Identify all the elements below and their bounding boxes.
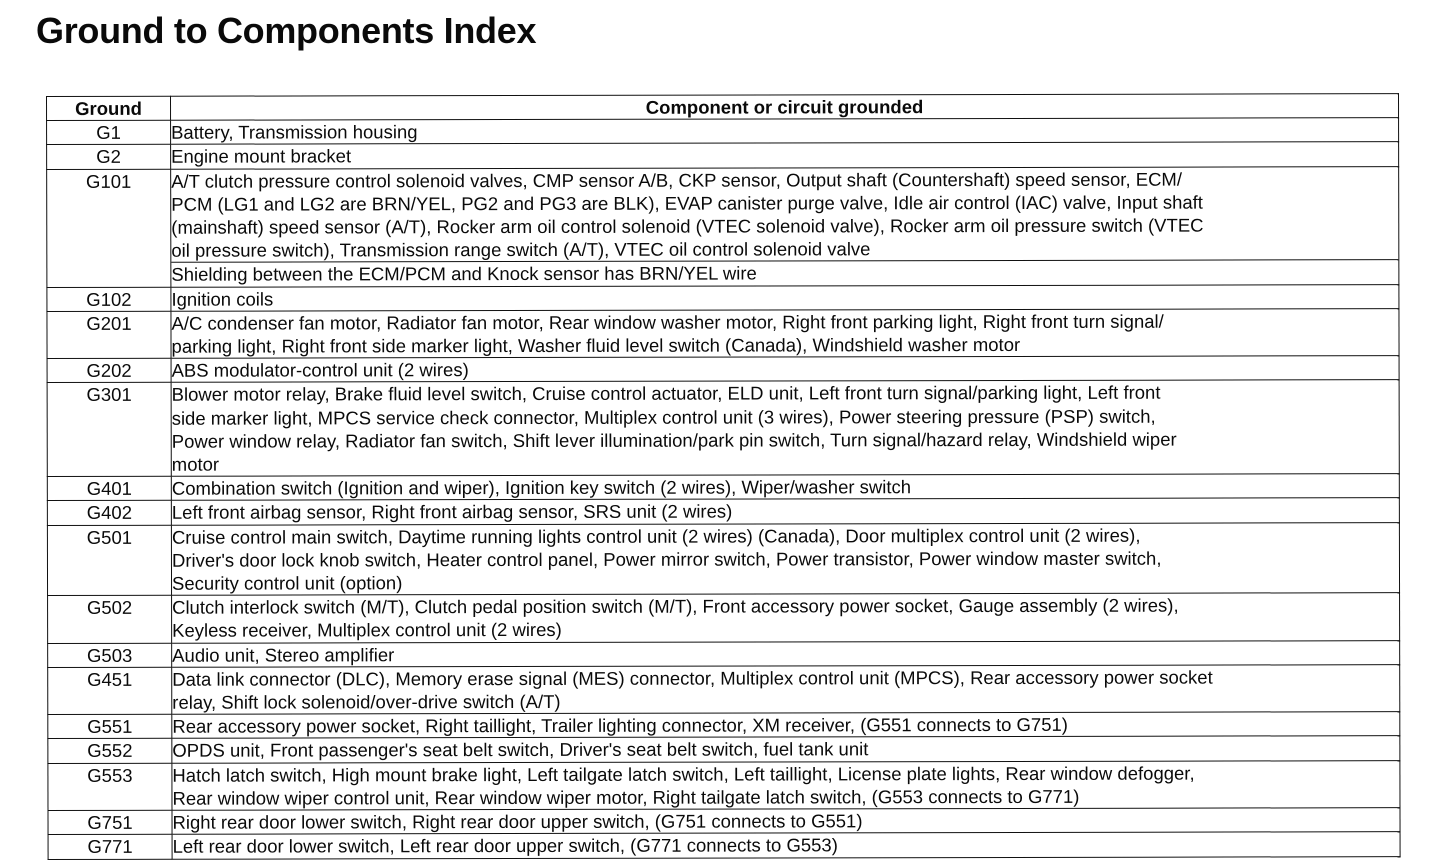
component-cell xyxy=(172,832,1400,859)
component-cell xyxy=(172,593,1400,643)
component-text-line: Audio unit, Stereo amplifier xyxy=(172,643,395,666)
component-subrow xyxy=(172,593,1399,642)
component-subrow xyxy=(171,143,1398,169)
ground-id-cell: G551 xyxy=(48,715,172,739)
ground-id-cell: G502 xyxy=(48,596,172,644)
ground-id-cell: G552 xyxy=(48,739,172,763)
table-row xyxy=(48,832,1400,859)
component-text-line: Hatch latch switch, High mount brake light, Left tailgate latch switch, Left taillight, License plate lights, Rear window defogger, xyxy=(172,762,1195,786)
component-text-line: OPDS unit, Front passenger's seat belt switch, Driver's seat belt switch, fuel tank unit xyxy=(172,738,869,762)
component-subrow xyxy=(172,474,1399,500)
component-subrow xyxy=(172,808,1399,834)
table-row xyxy=(48,665,1400,715)
component-text-line: Left front airbag sensor, Right front airbag sensor, SRS unit (2 wires) xyxy=(171,501,733,524)
component-text-line: motor xyxy=(171,453,220,475)
component-subrow xyxy=(172,737,1399,763)
component-text-line: Power window relay, Radiator fan switch, Shift lever illumination/park pin switch, Turn signal/hazard relay, Windshield wiper xyxy=(171,428,1177,452)
component-text-line: Keyless receiver, Multiplex control unit (2 wires) xyxy=(172,619,562,642)
ground-id-cell: G751 xyxy=(48,810,172,834)
component-text-line: Security control unit (option) xyxy=(171,572,403,594)
table-row xyxy=(47,284,1399,311)
ground-id-cell: G503 xyxy=(48,643,172,667)
component-subrow xyxy=(173,832,1400,858)
component-text-line: side marker light, MPCS service check connector, Multiplex control unit (3 wires), Power steering pressure (PSP) switch, xyxy=(171,405,1156,429)
component-text-line: Right rear door lower switch, Right rear door upper switch, (G751 connects to G551) xyxy=(172,810,863,833)
ground-id-cell: G201 xyxy=(47,311,171,359)
component-text-line: Combination switch (Ignition and wiper), Ignition key switch (2 wires), Wiper/washer switch xyxy=(171,476,912,499)
component-cell xyxy=(172,665,1400,715)
component-text-line: Battery, Transmission housing xyxy=(171,121,418,143)
component-text-line: Data link connector (DLC), Memory erase signal (MES) connector, Multiplex control unit (MPCS), Rear accessory power socket xyxy=(172,666,1213,690)
component-subrow xyxy=(172,761,1399,810)
ground-id-cell: G451 xyxy=(48,667,172,715)
component-text-line: oil pressure switch), Transmission range switch (A/T), VTEC oil control solenoid valve xyxy=(171,238,871,261)
component-subrow xyxy=(172,356,1399,382)
table-row xyxy=(47,308,1399,358)
component-cell xyxy=(171,308,1399,358)
component-cell xyxy=(172,640,1400,667)
component-text-line: Shielding between the ECM/PCM and Knock sensor has BRN/YEL wire xyxy=(171,262,757,286)
ground-id-cell: G301 xyxy=(47,383,171,477)
ground-index-table xyxy=(46,93,1401,859)
component-text-line: A/T clutch pressure control solenoid valves, CMP sensor A/B, CKP sensor, Output shaft (Countershaft) speed sensor, ECM/ xyxy=(171,168,1182,192)
component-subrow xyxy=(171,285,1398,311)
component-text-line: Engine mount bracket xyxy=(171,145,352,168)
ground-id-cell: G101 xyxy=(47,169,171,287)
component-text-line: Ignition coils xyxy=(171,288,274,310)
table-row xyxy=(48,808,1400,835)
component-text-line: Left rear door lower switch, Left rear door upper switch, (G771 connects to G553) xyxy=(172,834,838,858)
table-row xyxy=(47,166,1399,287)
component-subrow xyxy=(171,260,1398,287)
component-text-line: Clutch interlock switch (M/T), Clutch pedal position switch (M/T), Front accessory power socket, Gauge assembly (2 wires), xyxy=(172,594,1179,619)
table-row xyxy=(47,474,1399,501)
component-subrow xyxy=(171,167,1398,262)
component-subrow xyxy=(172,641,1399,667)
component-cell xyxy=(171,166,1399,287)
ground-id-cell: G501 xyxy=(47,525,171,596)
component-cell xyxy=(172,736,1400,763)
component-text-line: Rear window wiper control unit, Rear window wiper motor, Right tailgate latch switch, (G553 connects to G771) xyxy=(172,785,1080,809)
component-cell xyxy=(172,808,1400,835)
component-subrow xyxy=(171,118,1398,144)
ground-id-cell: G1 xyxy=(47,120,171,144)
component-subrow xyxy=(172,665,1399,714)
table-row xyxy=(47,118,1399,145)
table-row xyxy=(48,760,1400,810)
component-cell xyxy=(171,118,1399,145)
table-row xyxy=(48,736,1400,763)
component-text-line: (mainshaft) speed sensor (A/T), Rocker arm oil control solenoid (VTEC solenoid valve), Rocker arm oil pressure switch (VTEC xyxy=(171,214,1204,238)
component-subrow xyxy=(172,499,1399,525)
component-cell xyxy=(171,474,1399,501)
table-row xyxy=(47,142,1399,169)
component-cell xyxy=(171,284,1399,311)
component-cell xyxy=(171,522,1399,595)
ground-id-cell: G402 xyxy=(47,501,171,525)
component-text-line: A/C condenser fan motor, Radiator fan motor, Rear window washer motor, Right front parking light, Right front turn signal/ xyxy=(171,310,1164,334)
component-text-line: Cruise control main switch, Daytime running lights control unit (2 wires) (Canada), Door multiplex control unit (2 wires), xyxy=(171,524,1141,548)
component-text-line: Rear accessory power socket, Right taillight, Trailer lighting connector, XM receiver, (G551 connects to G751) xyxy=(172,714,1068,738)
component-subrow xyxy=(172,381,1399,476)
table-row xyxy=(48,712,1400,739)
table-row xyxy=(47,498,1399,525)
component-cell xyxy=(172,712,1400,739)
component-text-line: ABS modulator-control unit (2 wires) xyxy=(171,359,469,381)
ground-id-cell: G102 xyxy=(47,287,171,311)
ground-column-header: Ground xyxy=(47,96,171,120)
table-body xyxy=(47,118,1401,859)
table-row xyxy=(47,356,1399,383)
component-subrow xyxy=(172,712,1399,738)
ground-id-cell: G401 xyxy=(47,476,171,500)
component-text-line: relay, Shift lock solenoid/over-drive switch (A/T) xyxy=(172,691,561,713)
component-text-line: Blower motor relay, Brake fluid level switch, Cruise control actuator, ELD unit, Left front turn signal/parking light, Left front xyxy=(171,382,1161,406)
component-cell xyxy=(171,356,1399,383)
page-title: Ground to Components Index xyxy=(36,10,537,51)
ground-id-cell: G553 xyxy=(48,763,172,811)
component-cell xyxy=(172,760,1400,810)
ground-id-cell: G2 xyxy=(47,145,171,169)
table-row xyxy=(47,380,1399,477)
component-subrow xyxy=(171,309,1398,358)
component-cell xyxy=(171,142,1399,169)
table-header-row xyxy=(47,94,1399,121)
component-text-line: PCM (LG1 and LG2 are BRN/YEL, PG2 and PG3 are BLK), EVAP canister purge valve, Idle air control (IAC) valve, Input shaft xyxy=(171,191,1203,215)
component-cell xyxy=(171,380,1399,476)
component-text-line: parking light, Right front side marker light, Washer fluid level switch (Canada), Windshield washer motor xyxy=(171,333,1021,357)
table-row xyxy=(48,593,1400,643)
component-cell xyxy=(171,498,1399,525)
table-row xyxy=(48,640,1400,667)
component-subrow xyxy=(172,523,1399,595)
ground-id-cell: G202 xyxy=(47,358,171,382)
component-text-line: Driver's door lock knob switch, Heater control panel, Power mirror switch, Power transistor, Power window master switch, xyxy=(171,547,1162,571)
component-column-header: Component or circuit grounded xyxy=(171,94,1399,121)
table-row xyxy=(47,522,1399,595)
ground-id-cell: G771 xyxy=(48,835,172,859)
